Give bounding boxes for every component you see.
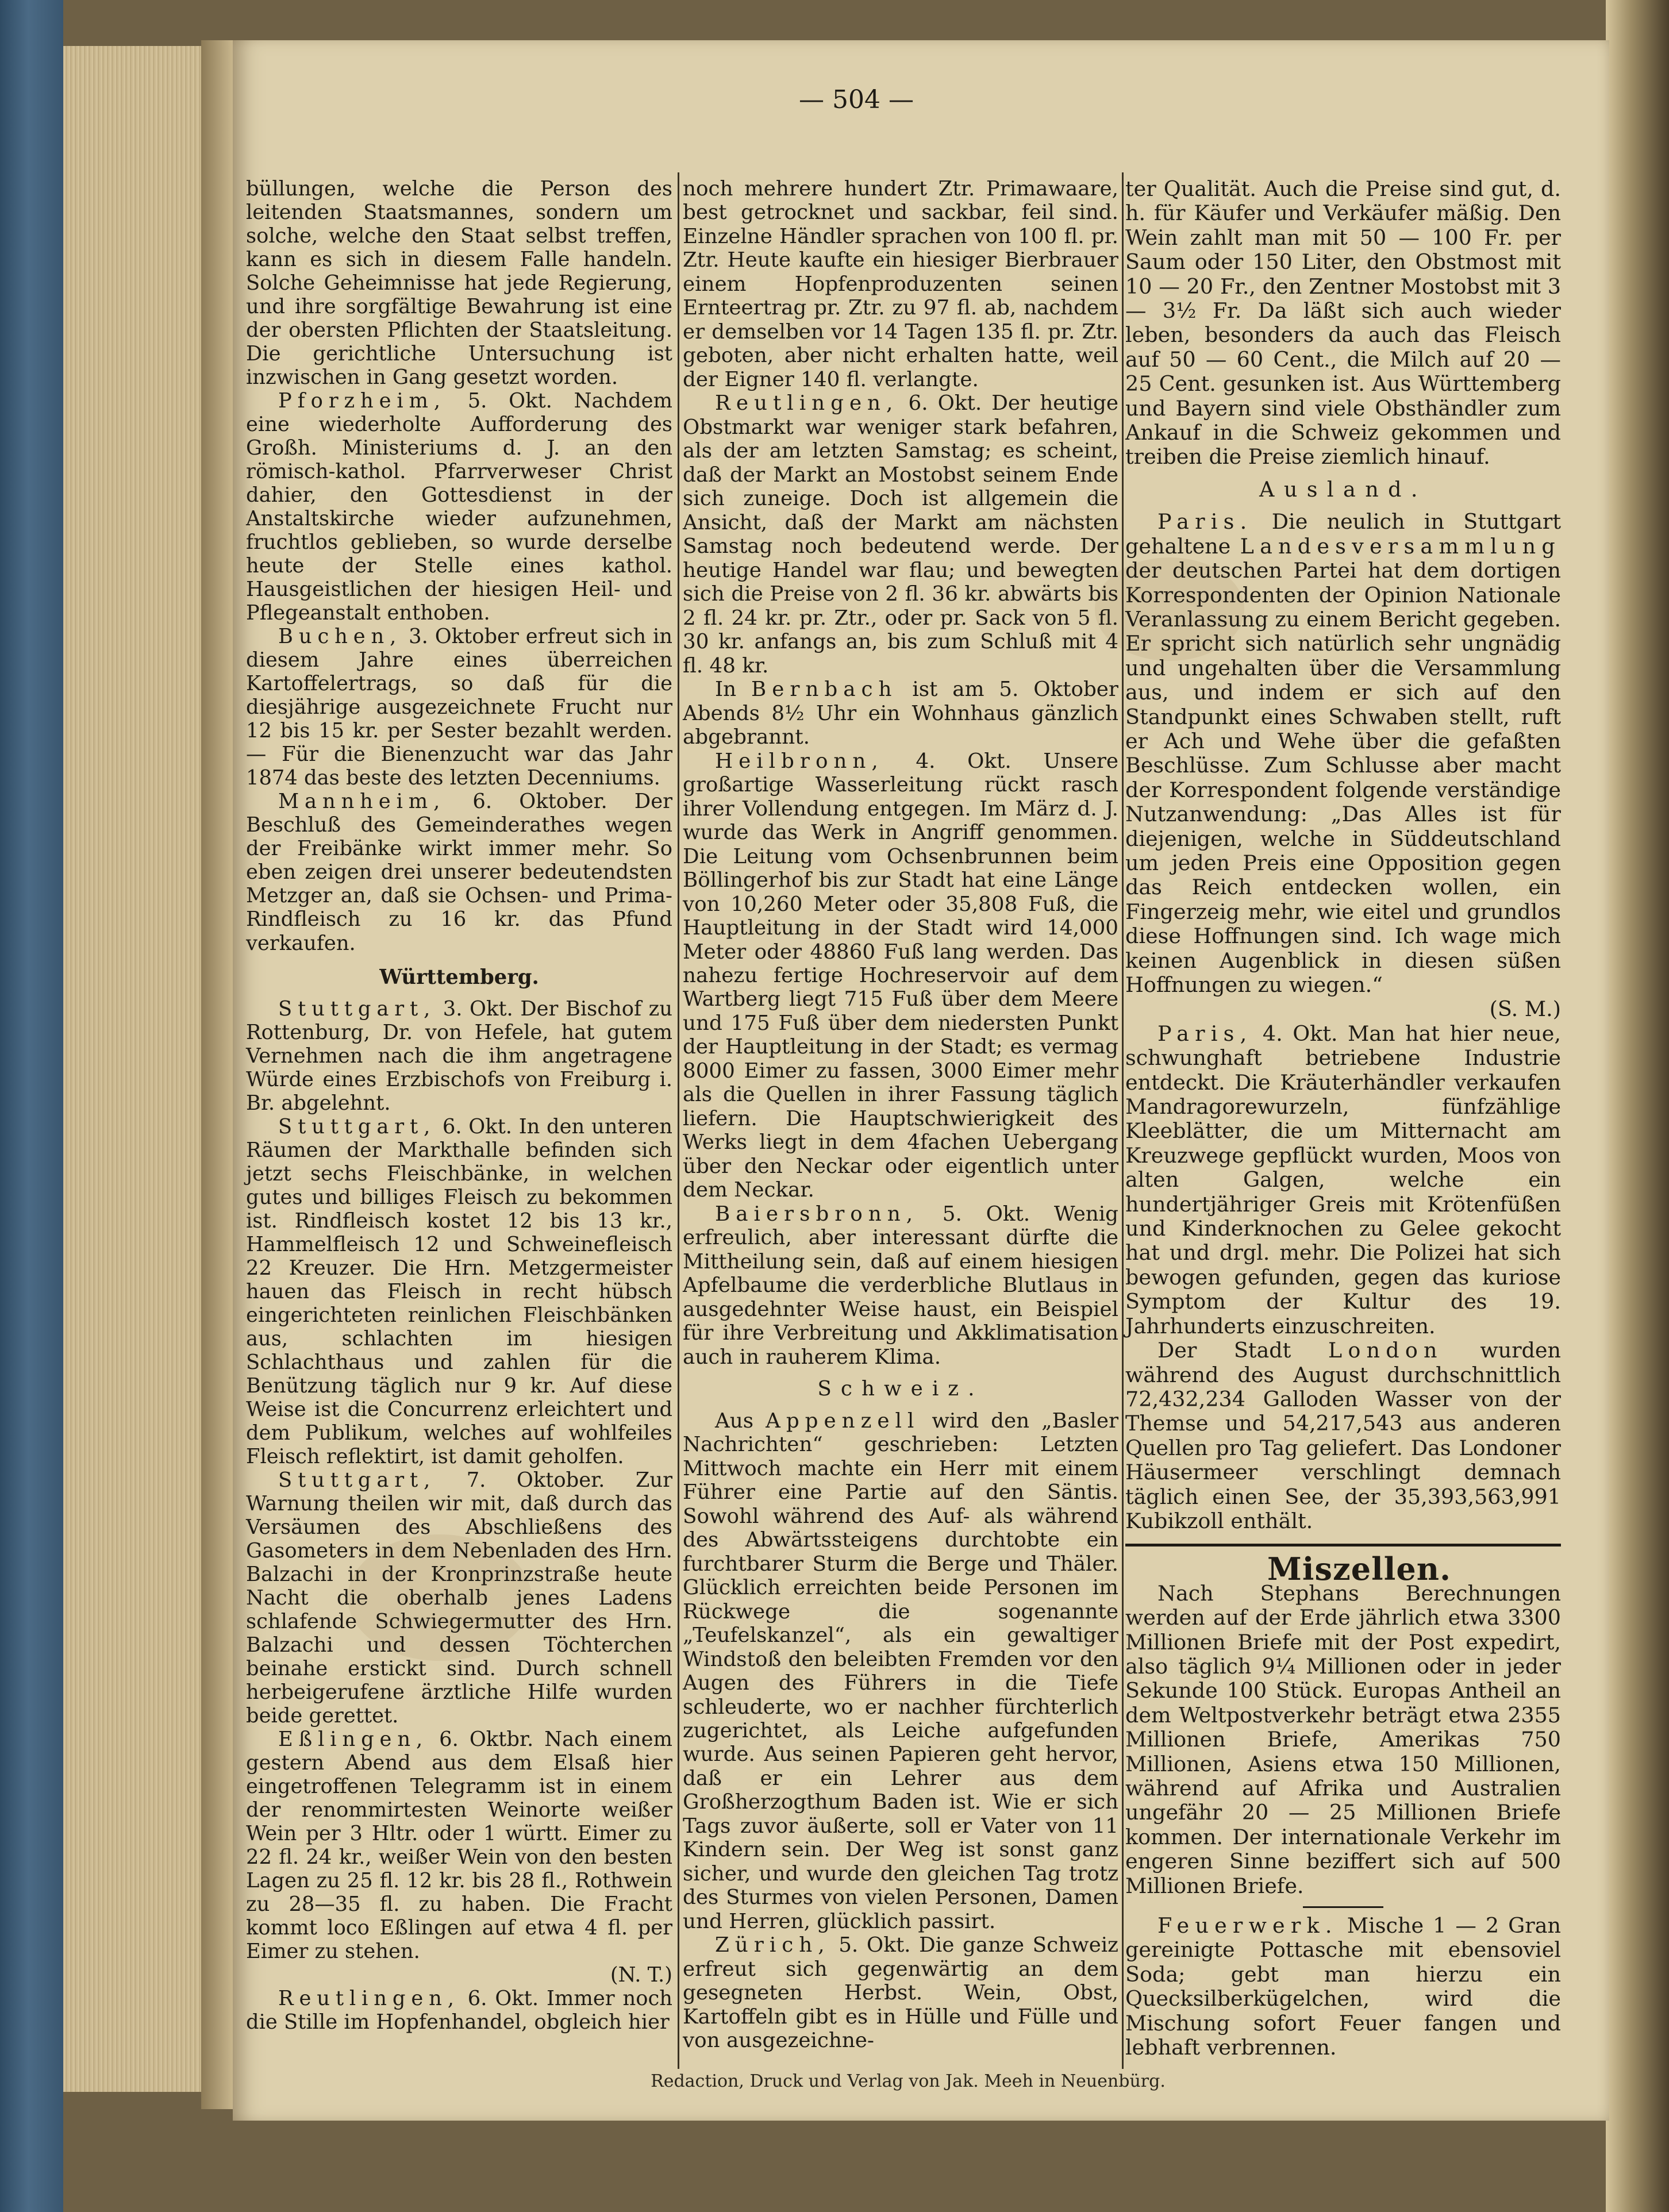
dateline-place: Baiersbronn,	[715, 1202, 919, 1226]
article-text: der deutschen Partei hat dem dortigen Korrespondenten der Opinion Nationale Veranlassung zu einem Bericht gegeben. Er spricht sich natürlich sehr ungnädig und ungehalten über die Versammlung aus, und indem er sich auf den Standpunkt eines Schwaben stellt, ruft er Ach und Wehe über die gefaßten Beschlüsse. Zum Schlusse aber macht der Korrespondent folgende verständige Nutzanwendung: „Das Alles ist für diejenigen, welche in Süddeutschland um jeden Preis eine Opposition gegen das Reich entdecken wollen, ein Fingerzeig mehr, wie eitel und grundlos diese Hoffnungen sind. Ich wage mich keinen Augenblick in diesen süßen Hoffnungen zu wiegen.“	[1125, 558, 1561, 997]
article-paragraph	[683, 678, 1118, 749]
article-text: 5. Okt. Die ganze Schweiz erfreut sich gegenwärtig an dem gesegneten Herbst. Wein, Obst, Kartoffeln gibt es in Hülle und Fülle und von ausgezeichne-	[683, 1933, 1118, 2053]
article-paragraph	[246, 389, 672, 625]
article-text: Die neulich in Stuttgart gehaltene	[1125, 509, 1561, 559]
source-signature: (S. M.)	[1489, 997, 1561, 1022]
article-text: 5. Okt. Wenig erfreulich, aber interessant dürfte die Mittheilung sein, daß auf einem hiesigen Apfelbaume die verderbliche Blutlaus in ausgedehnter Weise haust, ein Beispiel für ihre Verbreitung und Akklimatisation auch in rauherem Klima.	[683, 1202, 1118, 1369]
source-signature: (N. T.)	[610, 1963, 672, 1987]
dateline-place: Stuttgart,	[278, 997, 436, 1021]
article-text: 6. Okt. Immer noch die Stille im Hopfenhandel, obgleich hier	[246, 1987, 672, 2034]
dateline-place: Paris.	[1157, 509, 1253, 534]
dateline-place: London	[1328, 1338, 1443, 1363]
article-paragraph: ter Qualität. Auch die Preise sind gut, d. h. für Käufer und Verkäufer mäßig. Den Wein zahlt man mit 50 — 100 Fr. per Saum oder 150 Liter, den Obstmost mit 10 — 20 Fr., den Zentner Mostobst mit 3 — 3½ Fr. Da läßt sich auch wieder leben, besonders da auch das Fleisch auf 50 — 60 Cent., die Milch auf 20 — 25 Cent. gesunken ist. Aus Württemberg und Bayern sind viele Obsthändler zum Ankauf in die Schweiz gekommen und treiben die Preise ziemlich hinauf.	[1125, 176, 1561, 470]
article-text: 7. Oktober. Zur Warnung theilen wir mit, daß durch das Versäumen des Abschließens des Gasometers in dem Nebenladen des Hrn. Balzachi in der Kronprinzstraße heute Nacht die oberhalb jenes Ladens schlafende Schwiegermutter des Hrn. Balzachi und dessen Töchterchen beinahe erstickt sind. Durch schnell herbeigerufene ärztliche Hilfe wurden beide gerettet.	[246, 1468, 672, 1728]
article-text: 4. Okt. Unsere großartige Wasserleitung rückt rasch ihrer Vollendung entgegen. Im März d. J. wurde das Werk in Angriff genommen. Die Leitung vom Ochsenbrunnen beim Böllingerhof bis zur Stadt hat eine Länge von 10,260 Meter oder 35,808 Fuß, die Hauptleitung in der Stadt wird 14,000 Meter oder 48860 Fuß lang werden. Das nahezu fertige Hochreservoir auf dem Wartberg liegt 715 Fuß über dem Meere und 175 Fuß über dem niedersten Punkt der Hauptleitung in der Stadt; es vermag 8000 Eimer zu fassen, 3000 Eimer mehr als die Quellen in ihrer Fassung täglich liefern. Die Hauptschwierigkeit des Werks liegt in dem 4fachen Uebergang über den Neckar oder eigentlich unter dem Neckar.	[683, 749, 1118, 1202]
article-paragraph	[1125, 1022, 1561, 1338]
article-paragraph	[683, 391, 1118, 678]
article-text: 5. Okt. Nachdem eine wiederholte Aufforderung des Großh. Ministeriums d. J. an den römisch-kathol. Pfarrverweser Christ dahier, den Gottesdienst in der Anstaltskirche wieder aufzunehmen, fruchtlos geblieben, so wurde derselbe heute der Stelle eines kathol. Hausgeistlichen der hiesigen Heil- und Pflegeanstalt enthoben.	[246, 389, 672, 625]
dateline-place: Zürich,	[715, 1933, 830, 1957]
article-paragraph	[246, 997, 672, 1115]
dateline-place: Stuttgart,	[278, 1468, 436, 1492]
article-paragraph	[683, 1202, 1118, 1369]
article-text: 3. Okt. Der Bischof zu Rottenburg, Dr. von Hefele, hat gutem Vernehmen nach die ihm angetragene Würde eines Erzbischofs von Freiburg i. Br. abgelehnt.	[246, 997, 672, 1115]
article-paragraph	[246, 1728, 672, 1987]
column-3	[1125, 177, 1561, 2060]
section-divider	[1125, 1544, 1561, 1547]
page-number: — 504 —	[799, 85, 914, 114]
article-text: 6. Oktober. Der Beschluß des Gemeinderathes wegen der Freibänke wirkt immer mehr. So eben zeigen drei unserer bedeutendsten Metzger an, daß sie Ochsen- und Prima-Rindfleisch zu 16 kr. das Pfund verkaufen.	[246, 790, 672, 955]
article-text: Aus	[715, 1409, 766, 1433]
dateline-place: Eßlingen,	[278, 1728, 429, 1752]
dateline-place: Buchen,	[278, 625, 402, 649]
dateline-place: Pforzheim,	[278, 389, 446, 413]
dateline-place: Bernbach	[751, 678, 898, 702]
spaced-term: Landesversammlung	[1240, 533, 1561, 559]
article-paragraph	[1125, 1914, 1561, 2060]
article-paragraph: noch mehrere hundert Ztr. Primawaare, best getrocknet und sackbar, feil sind. Einzelne Händler sprachen von 100 fl. pr. Ztr. Heute kaufte ein hiesiger Bierbrauer einem Hopfenproduzenten seinen Ernteertrag pr. Ztr. zu 97 fl. ab, nachdem er demselben vor 14 Tagen 135 fl. pr. Ztr. geboten, aber nicht erhalten hatte, weil der Eigner 140 fl. verlangte.	[683, 177, 1118, 391]
right-page-edge	[1606, 0, 1669, 2212]
imprint-footer: Redaction, Druck und Verlag von Jak. Meeh in Neuenbürg.	[651, 2071, 1166, 2091]
article-text: ist am 5. Oktober Abends 8½ Uhr ein Wohnhaus gänzlich abgebrannt.	[683, 678, 1118, 749]
miszellen-heading: Miszellen.	[1267, 1551, 1451, 1588]
article-text: 6. Okt. Der heutige Obstmarkt war weniger stark befahren, als der am letzten Samstag; es scheint, daß der Markt an Mostobst seinem Ende sich zuneige. Doch ist allgemein die Ansicht, daß der Markt am nächsten Samstag noch bedeutend werde. Der heutige Handel war flau; und bewegten sich die Preise von 2 fl. 36 kr. abwärts bis 2 fl. 24 kr. pr. Ztr., oder pr. Sack von 5 fl. 30 kr. anfangs an, bis zum Schluß mit 4 fl. 48 kr.	[683, 391, 1118, 678]
column-1	[246, 177, 672, 2034]
article-paragraph	[1125, 1338, 1561, 1533]
article-paragraph	[246, 1987, 672, 2034]
dateline-place: Reutlingen,	[715, 391, 899, 416]
article-text: Mische 1 — 2 Gran gereinigte Pottasche mit ebensoviel Soda; gebt man hierzu ein Quecksilberkügelchen, wird die Mischung sofort Feuer fangen und lebhaft verbrennen.	[1125, 1913, 1561, 2060]
dateline-place: Stuttgart,	[278, 1114, 436, 1138]
article-text: 6. Oktbr. Nach einem gestern Abend aus dem Elsaß hier eingetroffenen Telegramm ist in einem der renommirtesten Weinorte weißer Wein per 3 Hltr. oder 1 württ. Eimer zu 22 fl. 24 kr., weißer Wein von den besten Lagen zu 25 fl. 12 kr. bis 28 fl., Rothwein zu 28—35 fl. zu haben. Die Fracht kommt loco Eßlingen auf etwa 4 fl. per Eimer zu stehen.	[246, 1728, 672, 1964]
article-paragraph	[683, 1409, 1118, 1934]
article-paragraph	[246, 1468, 672, 1728]
article-text: 6. Okt. In den unteren Räumen der Markthalle befinden sich jetzt sechs Fleischbänke, in welchen gutes und billiges Fleisch zu bekommen ist. Rindfleisch kostet 12 bis 13 kr., Hammelfleisch 12 und Schweinefleisch 22 Kreuzer. Die Hrn. Metzgermeister hauen das Fleisch in recht hübsch eingerichteten reinlichen Fleischbänken aus, schlachten im hiesigen Schlachthaus und zahlen für die Benützung täglich nur 9 kr. Auf diese Weise ist die Concurrenz erleichtert und dem Publikum, welches auf wohlfeiles Fleisch reflektirt, ist damit geholfen.	[246, 1114, 672, 1468]
article-paragraph	[246, 1115, 672, 1468]
article-paragraph	[246, 790, 672, 955]
book-cover-edge	[0, 0, 63, 2212]
column-2	[683, 177, 1118, 2053]
article-text: wurden während des August durchschnittlich 72,432,234 Galloden Wasser von der Themse und 54,217,543 aus anderen Quellen pro Tag geliefert. Das Londoner Häusermeer verschlingt demnach täglich einen See, der 35,393,563,991 Kubikzoll enthält.	[1125, 1338, 1562, 1533]
article-text: 4. Okt. Man hat hier neue, schwunghaft betriebene Industrie entdeckt. Die Kräuterhändler verkaufen Mandragorewurzeln, fünfzählige Kleeblätter, die um Mitternacht am Kreuzwege gepflückt wurden, Moos von alten Galgen, welche ein hundertjähriger Greis mit Krötenfüßen und Kinderknochen zu Gelee gekocht hat und drgl. mehr. Die Polizei hat sich bewogen gefunden, gegen das kuriose Symptom der Kultur des 19. Jahrhunderts einzuschreiten.	[1125, 1021, 1561, 1338]
article-paragraph	[1125, 510, 1561, 1022]
article-paragraph: büllungen, welche die Person des leitenden Staatsmannes, sondern um solche, welche den Staat selbst treffen, kann es sich in diesem Falle handeln. Solche Geheimnisse hat jede Regierung, und ihre sorgfältige Bewahrung ist eine der obersten Pflichten der Staatsleitung. Die gerichtliche Untersuchung ist inzwischen in Gang gesetzt worden.	[246, 177, 672, 390]
dateline-place: Appenzell	[766, 1409, 920, 1433]
column-rule	[1122, 172, 1124, 2069]
page-stack-edge	[63, 46, 201, 2092]
article-paragraph	[246, 625, 672, 790]
article-paragraph: Nach Stephans Berechnungen werden auf der Erde jährlich etwa 3300 Millionen Briefe mit der Post expedirt, also täglich 9¼ Millionen oder in jeder Sekunde 100 Stück. Europas Antheil an dem Weltpostverkehr beträgt etwa 2355 Millionen Briefe, Amerikas 750 Millionen, Asiens etwa 150 Millionen, während auf Afrika und Australien ungefähr 20 — 25 Millionen Briefe kommen. Der internationale Verkehr im engeren Sinne beziffert sich auf 500 Millionen Briefe.	[1125, 1580, 1561, 1898]
article-text: wird den „Basler Nachrichten“ geschrieben: Letzten Mittwoch machte ein Herr mit einem Führer eine Partie auf den Säntis. Sowohl während des Auf- als während des Abwärtssteigens durchtobte ein furchtbarer Sturm die Berge und Thäler. Glücklich erreichten beide Personen im Rückwege die sogenannte „Teufelskanzel“, als ein gewaltiger Windstoß den beleibten Fremden vor den Augen des Führers in die Tiefe schleuderte, wo er nachher fürchterlich zugerichtet, als Leiche aufgefunden wurde. Aus seinen Papieren geht hervor, daß er ein Lehrer aus dem Großherzogthum Baden ist. Wie er sich Tags zuvor äußerte, soll er Vater von 11 Kindern sein. Der Weg ist sonst ganz sicher, und wurde den gleichen Tag trotz des Sturmes von vielen Personen, Damen und Herren, glücklich passirt.	[683, 1409, 1118, 1933]
dateline-place: Mannheim,	[278, 790, 446, 814]
section-heading: Württemberg.	[379, 965, 539, 989]
section-heading: Schweiz.	[817, 1377, 984, 1401]
article-text: In	[715, 678, 751, 702]
dateline-place: Feuerwerk.	[1157, 1913, 1338, 1938]
dateline-place: Heilbronn,	[715, 749, 884, 773]
article-paragraph	[683, 1933, 1118, 2052]
article-paragraph	[683, 749, 1118, 1202]
column-rule	[678, 172, 679, 2069]
dateline-place: Paris,	[1157, 1021, 1253, 1046]
book-gutter	[201, 40, 236, 2109]
article-text: 3. Oktober erfreut sich in diesem Jahre eines überreichen Kartoffelertrags, so daß für die diesjährige ausgezeichnete Frucht nur 12 bis 15 kr. per Sester bezahlt werden. — Für die Bienenzucht war das Jahr 1874 das beste des letzten Decenniums.	[246, 625, 672, 790]
short-divider	[1303, 1906, 1383, 1908]
section-heading: Ausland.	[1259, 476, 1427, 502]
article-text: Der Stadt	[1157, 1338, 1328, 1363]
dateline-place: Reutlingen,	[278, 1987, 460, 2011]
